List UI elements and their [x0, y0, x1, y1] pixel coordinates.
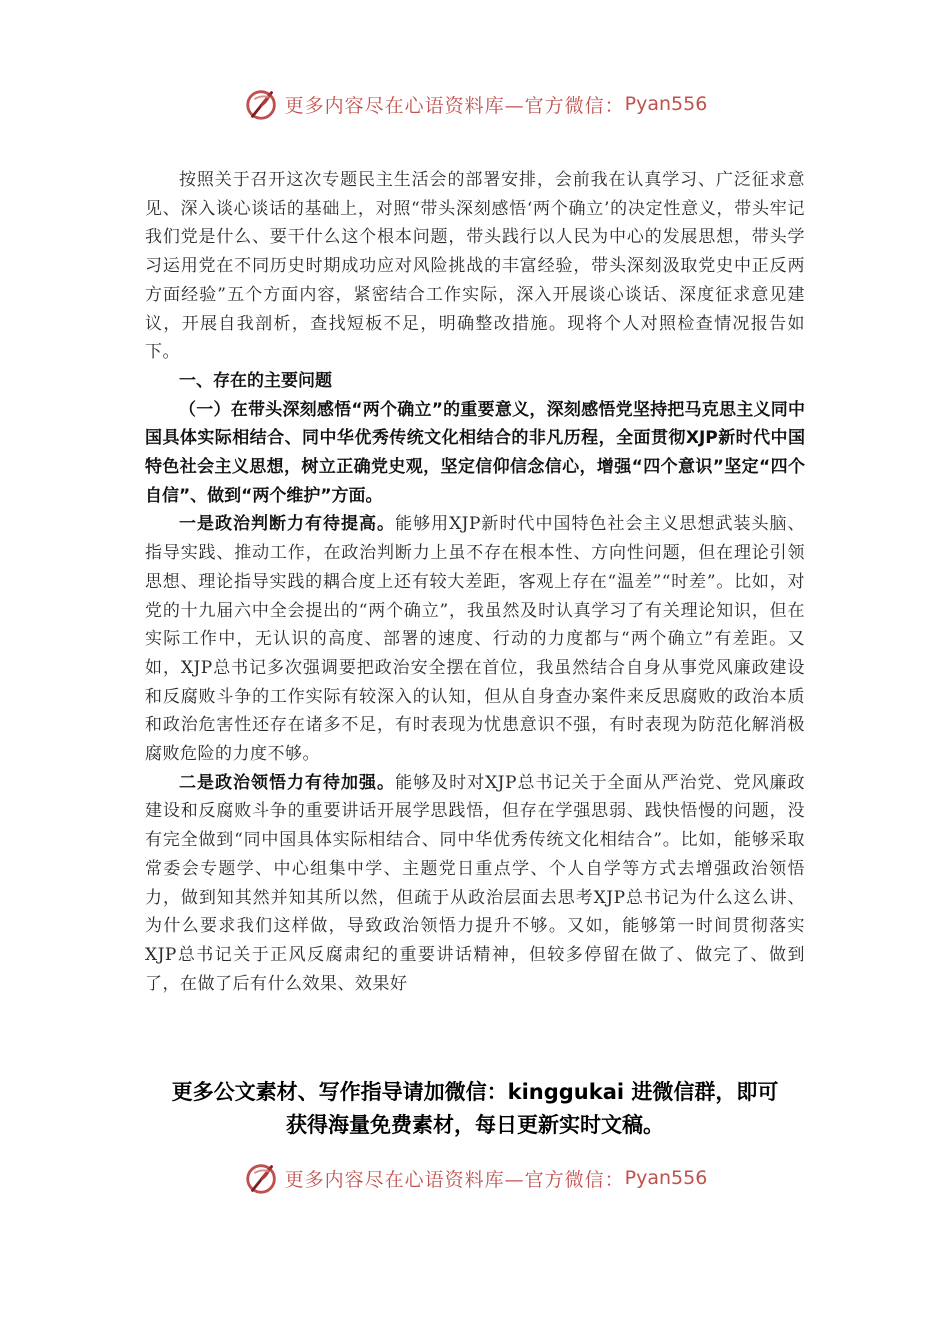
- promo-line-1: 更多公文素材、写作指导请加微信：kinggukai 进微信群，即可: [171, 1080, 779, 1104]
- point-1-text: 能够用XJP新时代中国特色社会主义思想武装头脑、指导实践、推动工作，在政治判断力上虽不存在根本性、方向性问题，但在理论引领思想、理论指导实践的耦合度上还有较大差距，客观上存在“温差”“时差”。比如，对党的十九届六中全会提出的“两个确立”，我虽然及时认真学习了有关理论知识，但在实际工作中，无认识的高度、部署的速度、行动的力度都与“两个确立”有差距。又如，XJP总书记多次强调要把政治安全摆在首位，我虽然结合自身从事党风廉政建设和反腐败斗争的工作实际有较深入的认知，但从自身查办案件来反思腐败的政治本质和政治危害性还存在诸多不足，有时表现为忧患意识不强，有时表现为防范化解消极腐败危险的力度不够。: [145, 514, 806, 765]
- quill-logo-icon: [243, 85, 281, 123]
- point-2-paragraph: [145, 769, 805, 999]
- header-banner: [0, 84, 950, 124]
- promo-line-2: 获得海量免费素材，每日更新实时文稿。: [286, 1113, 664, 1137]
- banner-wechat-id: Pyan556: [624, 93, 708, 115]
- section-heading: 一、存在的主要问题: [179, 370, 332, 391]
- subsection-heading: （一）在带头深刻感悟“两个确立”的重要意义，深刻感悟党坚持把马克思主义同中国具体实际相结合、同中华优秀传统文化相结合的非凡历程，全面贯彻XJP新时代中国特色社会主义思想，树立正确党史观，坚定信仰信念信心，增强“四个意识”坚定“四个自信”、做到“两个维护”方面。: [145, 399, 805, 506]
- intro-paragraph: 按照关于召开这次专题民主生活会的部署安排，会前我在认真学习、广泛征求意见、深入谈心谈话的基础上，对照“带头深刻感悟‘两个确立’的决定性意义，带头牢记我们党是什么、要干什么这个根本问题，带头践行以人民为中心的发展思想，带头学习运用党在不同历史时期成功应对风险挑战的丰富经验，带头深刻汲取党史中正反两方面经验”五个方面内容，紧密结合工作实际，深入开展谈心谈话、深度征求意见建议，开展自我剖析，查找短板不足，明确整改措施。现将个人对照检查情况报告如下。: [145, 170, 805, 363]
- banner-text: 更多内容尽在心语资料库—官方微信：: [284, 94, 625, 117]
- promo-block: [120, 1076, 830, 1142]
- point-1-paragraph: [145, 510, 805, 768]
- point-2-text: 能够及时对XJP总书记关于全面从严治党、党风廉政建设和反腐败斗争的重要讲话开展学思践悟，但存在学强思弱、践快悟慢的问题，没有完全做到“同中国具体实际相结合、同中华优秀传统文化相结合”。比如，能够采取常委会专题学、中心组集中学、主题党日重点学、个人自学等方式去增强政治领悟力，做到知其然并知其所以然，但疏于从政治层面去思考XJP总书记为什么这么讲、为什么要求我们这样做，导致政治领悟力提升不够。又如，能够第一时间贯彻落实XJP总书记关于正风反腐肃纪的重要讲话精神，但较多停留在做了、做完了、做到了，在做了后有什么效果、效果好: [145, 772, 806, 994]
- document-body: [145, 166, 805, 998]
- quill-logo-icon: [243, 1159, 281, 1197]
- footer-banner: [0, 1158, 950, 1198]
- footer-banner-wechat-id: Pyan556: [624, 1167, 708, 1189]
- footer-banner-text: 更多内容尽在心语资料库—官方微信：: [284, 1168, 625, 1191]
- point-1-lead: 一是政治判断力有待提高。: [179, 514, 396, 535]
- point-2-lead: 二是政治领悟力有待加强。: [179, 772, 396, 793]
